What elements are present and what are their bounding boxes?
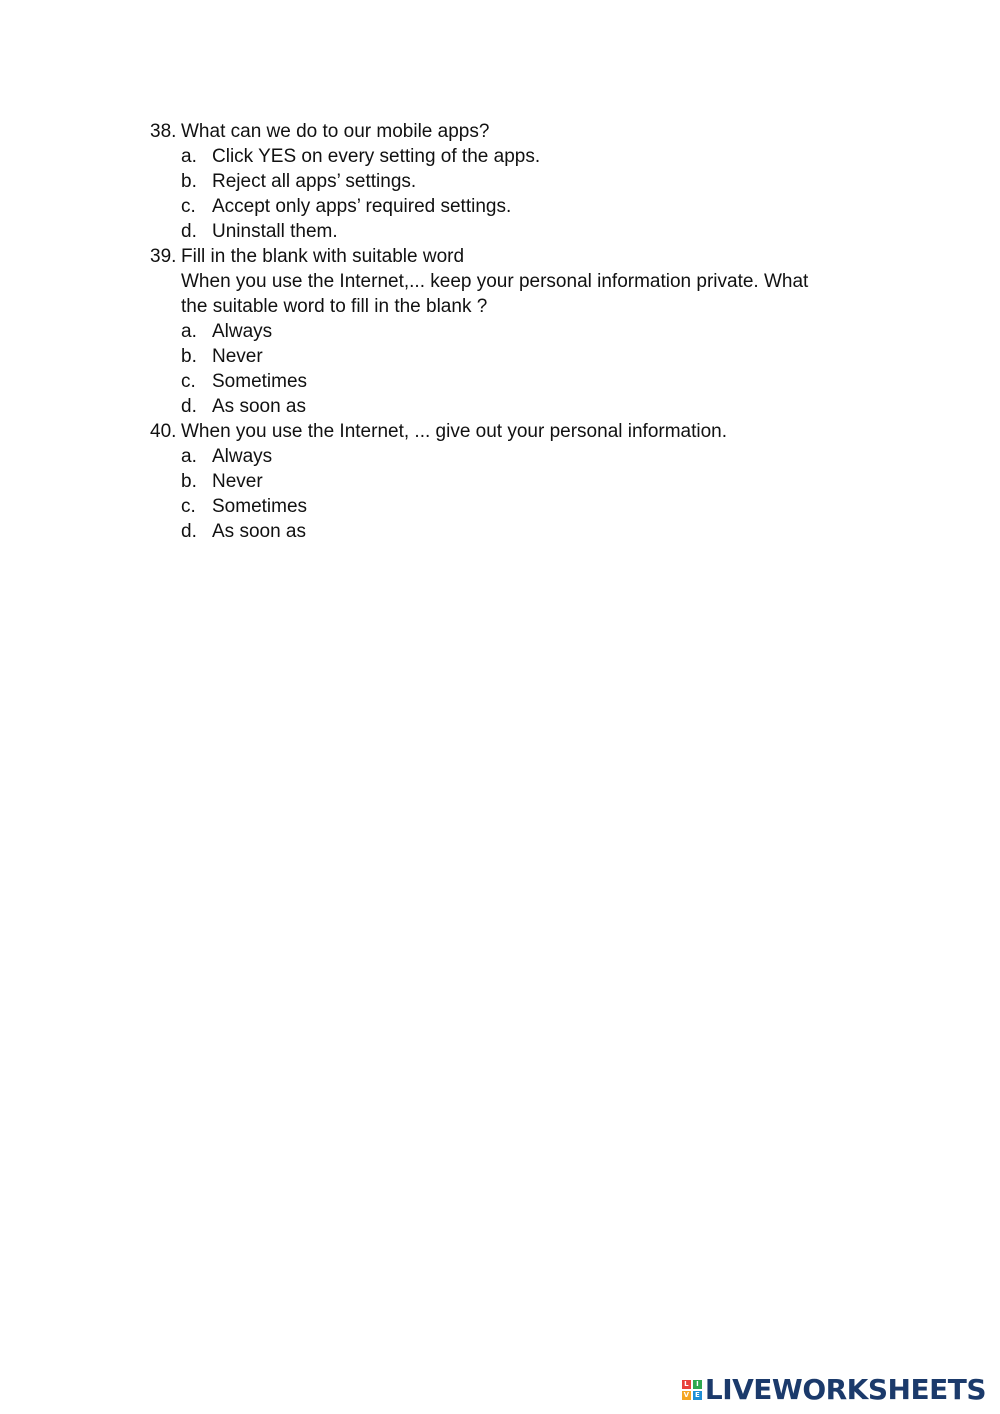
option-text: Sometimes bbox=[212, 496, 308, 517]
option-text: Uninstall them. bbox=[212, 221, 338, 242]
option-d[interactable] bbox=[181, 394, 870, 419]
option-a[interactable] bbox=[181, 444, 870, 469]
question-number: 38. bbox=[150, 121, 177, 142]
option-text: Sometimes bbox=[212, 371, 308, 392]
logo-cell: V bbox=[683, 1391, 690, 1399]
option-letter: d. bbox=[181, 396, 197, 417]
option-d[interactable] bbox=[181, 519, 870, 544]
question-number: 39. bbox=[150, 246, 177, 267]
option-text: Always bbox=[212, 446, 273, 467]
option-b[interactable] bbox=[181, 344, 870, 369]
question-number: 40. bbox=[150, 421, 177, 442]
option-c[interactable] bbox=[181, 494, 870, 519]
option-text: Always bbox=[212, 321, 273, 342]
option-text: Never bbox=[212, 471, 263, 492]
worksheet bbox=[150, 119, 870, 544]
option-letter: a. bbox=[181, 146, 197, 167]
option-a[interactable] bbox=[181, 319, 870, 344]
option-letter: a. bbox=[181, 446, 197, 467]
option-letter: b. bbox=[181, 346, 197, 367]
option-letter: a. bbox=[181, 321, 197, 342]
question-text: the suitable word to fill in the blank ? bbox=[181, 296, 488, 317]
option-letter: d. bbox=[181, 221, 197, 242]
logo-icon bbox=[682, 1380, 702, 1400]
liveworksheets-logo bbox=[682, 1374, 986, 1406]
option-text: As soon as bbox=[212, 396, 306, 417]
option-text: Never bbox=[212, 346, 263, 367]
option-letter: b. bbox=[181, 471, 197, 492]
option-text: As soon as bbox=[212, 521, 306, 542]
option-letter: d. bbox=[181, 521, 197, 542]
option-d[interactable] bbox=[181, 219, 870, 244]
logo-cell: L bbox=[682, 1380, 691, 1389]
logo-cell: I bbox=[693, 1380, 702, 1389]
question-39 bbox=[150, 244, 870, 419]
option-letter: c. bbox=[181, 196, 196, 217]
option-c[interactable] bbox=[181, 369, 870, 394]
option-letter: b. bbox=[181, 171, 197, 192]
logo-cell: E bbox=[693, 1391, 702, 1400]
option-b[interactable] bbox=[181, 169, 870, 194]
question-text: When you use the Internet,... keep your personal information private. What bbox=[181, 271, 809, 292]
option-letter: c. bbox=[181, 371, 196, 392]
option-letter: c. bbox=[181, 496, 196, 517]
question-40 bbox=[150, 419, 870, 544]
question-text: When you use the Internet, ... give out your personal information. bbox=[181, 421, 728, 442]
logo-text: LIVEWORKSHEETS bbox=[704, 1373, 986, 1406]
option-text: Accept only apps’ required settings. bbox=[212, 196, 512, 217]
option-a[interactable] bbox=[181, 144, 870, 169]
question-text: Fill in the blank with suitable word bbox=[181, 246, 465, 267]
option-text: Click YES on every setting of the apps. bbox=[212, 146, 541, 167]
question-text: What can we do to our mobile apps? bbox=[181, 121, 490, 142]
option-text: Reject all apps’ settings. bbox=[212, 171, 417, 192]
option-c[interactable] bbox=[181, 194, 870, 219]
question-38 bbox=[150, 119, 870, 244]
option-b[interactable] bbox=[181, 469, 870, 494]
